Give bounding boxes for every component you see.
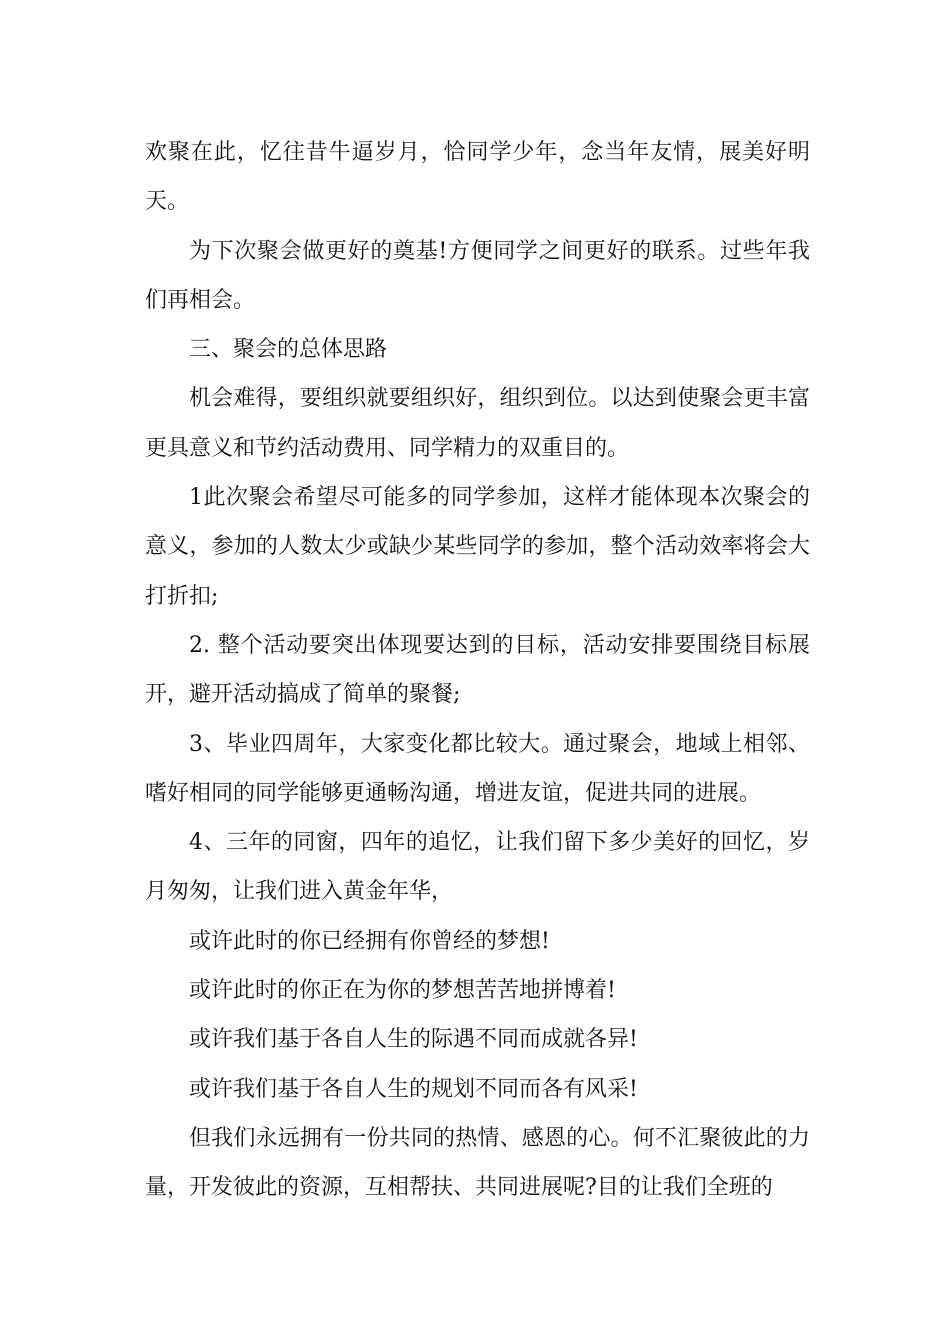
paragraph: 机会难得，要组织就要组织好，组织到位。以达到使聚会更丰富更具意义和节约活动费用、同学精力的双重目的。 bbox=[145, 386, 810, 461]
paragraph: 但我们永远拥有一份共同的热情、感恩的心。何不汇聚彼此的力量，开发彼此的资源，互相帮扶、共同进展呢?目的让我们全班的 bbox=[145, 1125, 810, 1201]
document-body bbox=[145, 128, 810, 1213]
list-item: 1此次聚会希望尽可能多的同学参加，这样才能体现本次聚会的意义，参加的人数太少或缺少某些同学的参加，整个活动效率将会大打折扣; bbox=[145, 485, 810, 609]
paragraph: 欢聚在此，忆往昔牛逼岁月，恰同学少年，念当年友情，展美好明天。 bbox=[145, 140, 810, 215]
section-heading: 三、聚会的总体思路 bbox=[189, 337, 388, 363]
paragraph: 为下次聚会做更好的奠基!方便同学之间更好的联系。过些年我们再相会。 bbox=[145, 238, 810, 313]
paragraph: 或许我们基于各自人生的际遇不同而成就各异! bbox=[189, 1027, 638, 1053]
list-item: 2. 整个活动要突出体现要达到的目标，活动安排要围绕目标展开，避开活动搞成了简单的聚餐; bbox=[145, 632, 810, 708]
paragraph: 或许此时的你正在为你的梦想苦苦地拼博着! bbox=[189, 978, 616, 1004]
list-item: 3、毕业四周年，大家变化都比较大。通过聚会，地域上相邻、嗜好相同的同学能够更通畅沟通，增进友谊，促进共同的进展。 bbox=[145, 731, 810, 806]
paragraph: 或许我们基于各自人生的规划不同而各有风采! bbox=[189, 1076, 638, 1102]
paragraph: 或许此时的你已经拥有你曾经的梦想! bbox=[189, 928, 550, 954]
list-item: 4、三年的同窗，四年的追忆，让我们留下多少美好的回忆，岁月匆匆，让我们进入黄金年华， bbox=[145, 830, 810, 905]
